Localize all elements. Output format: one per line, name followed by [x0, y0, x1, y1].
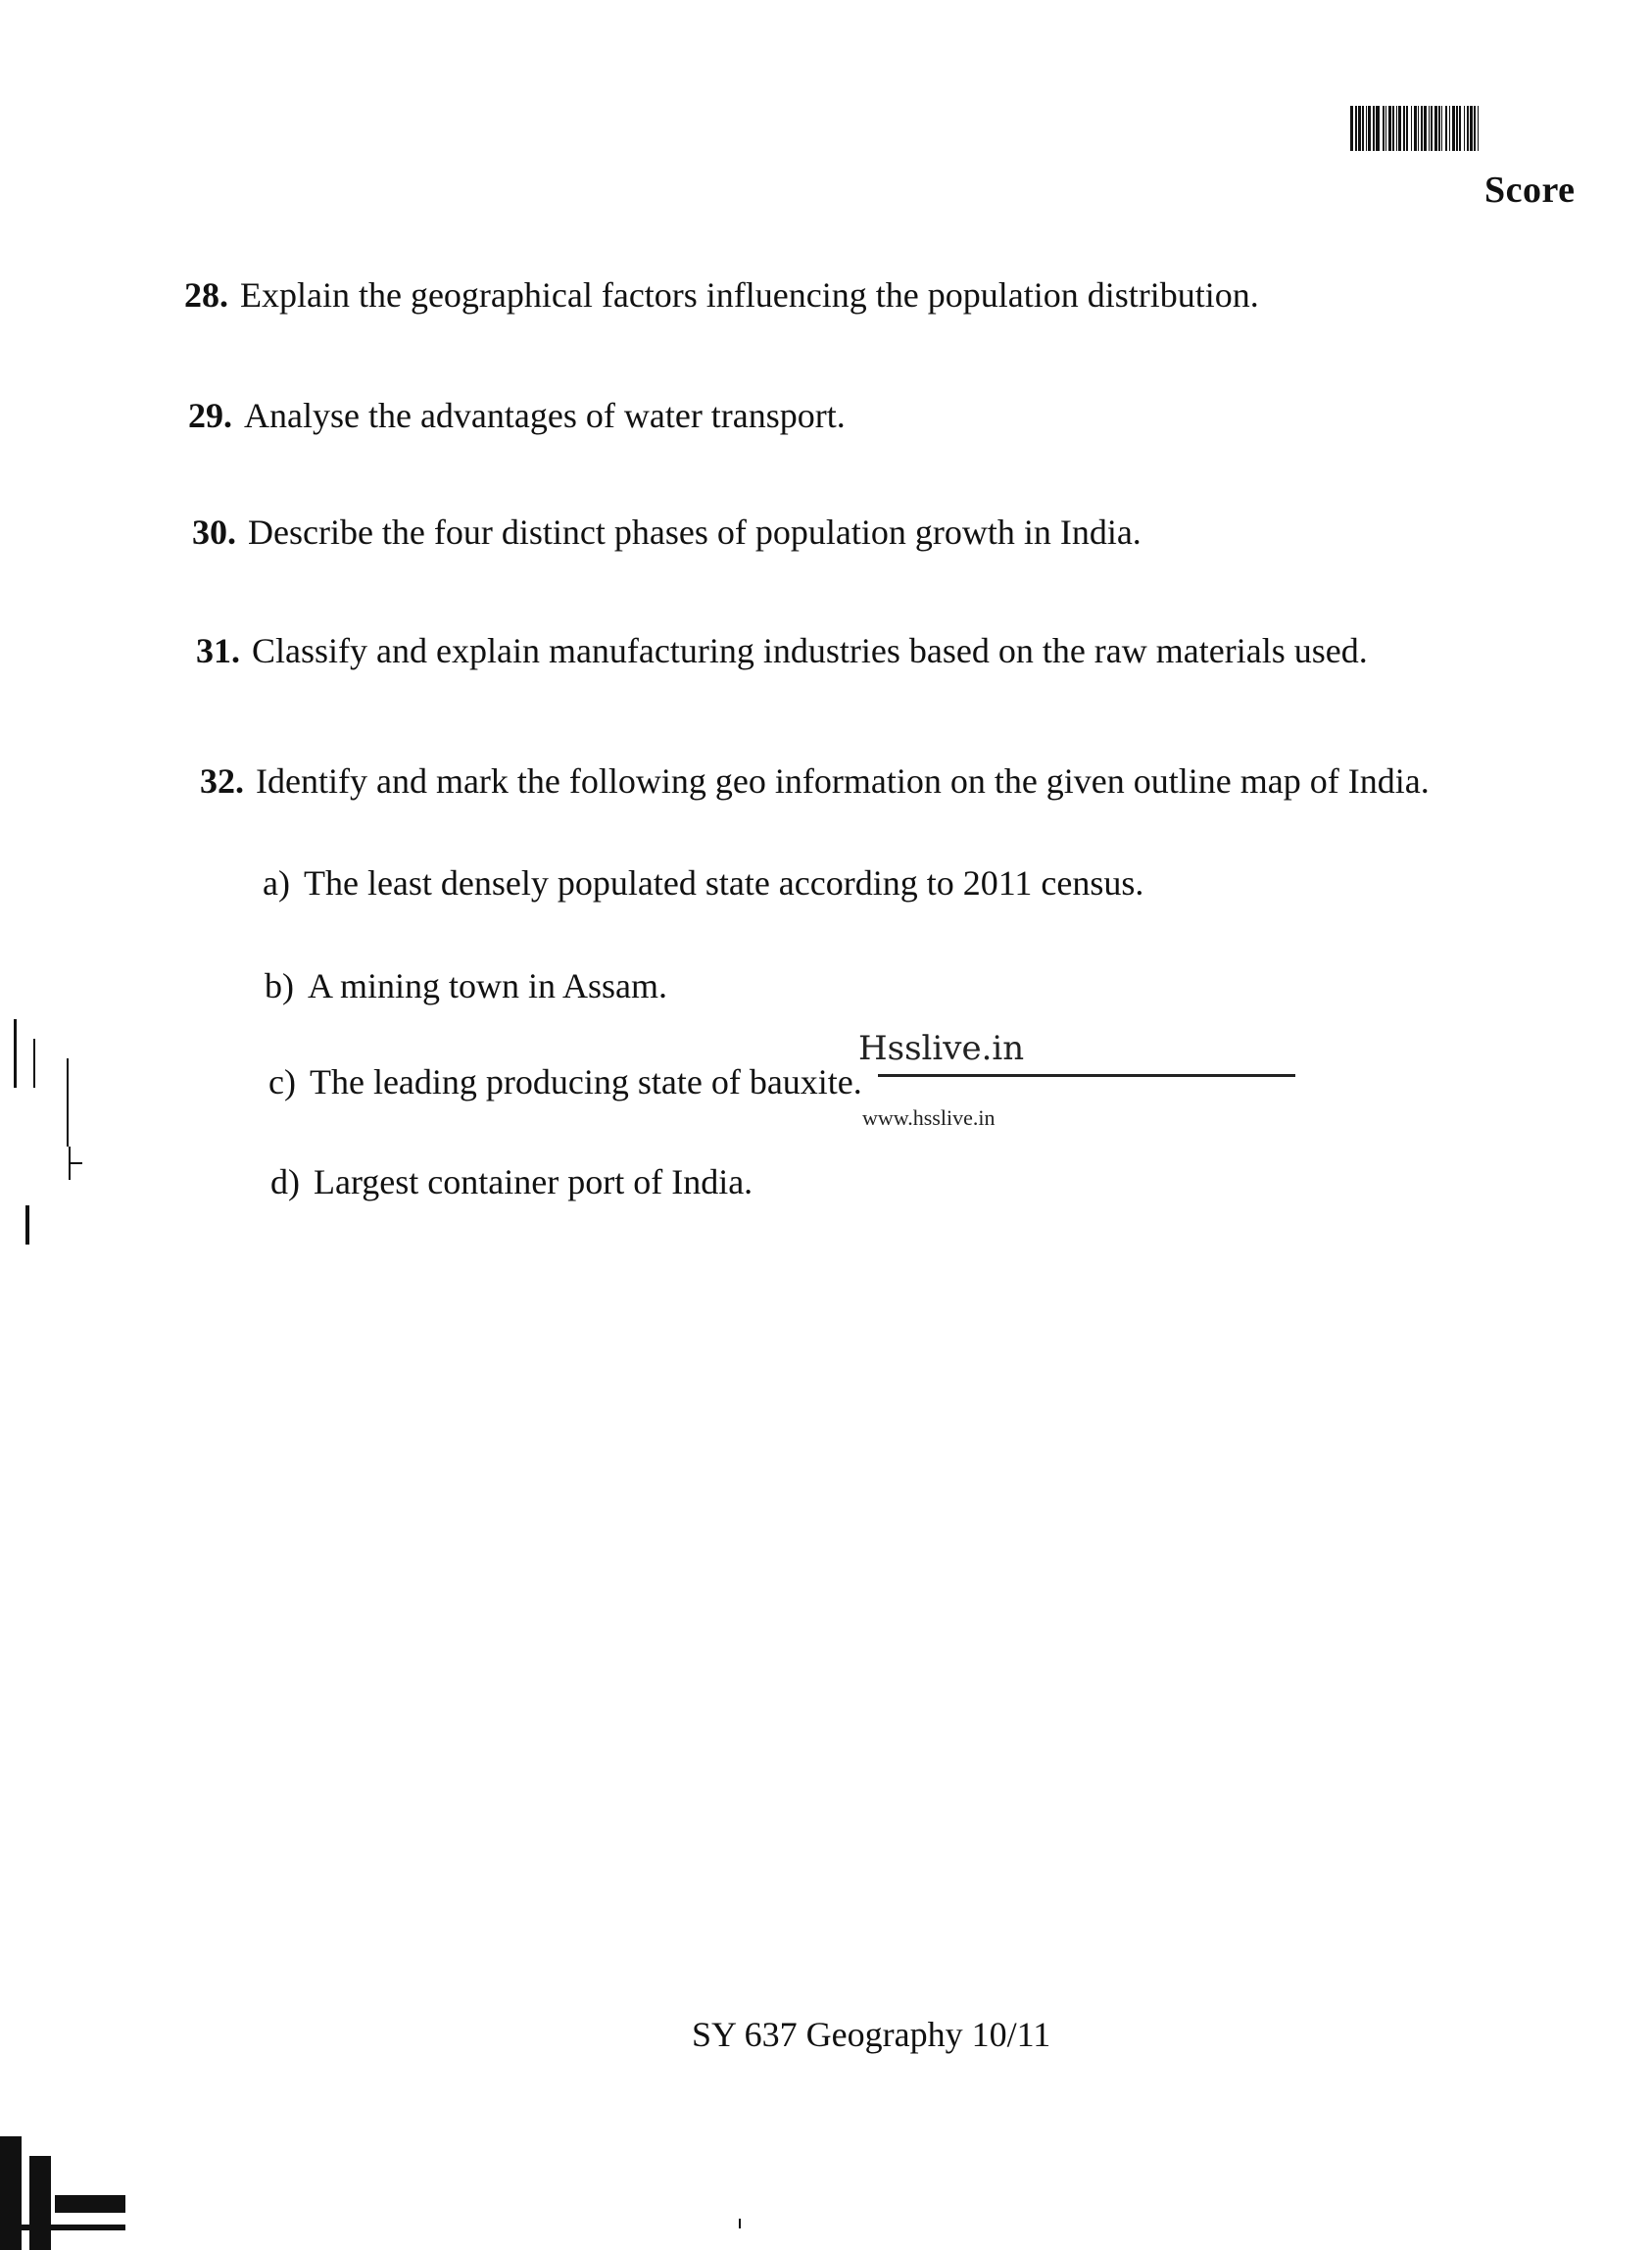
question-31: [196, 630, 1368, 671]
scan-artifact: [29, 2156, 51, 2250]
question-29: [188, 395, 846, 436]
question-text: Classify and explain manufacturing industries based on the raw materials used.: [252, 631, 1368, 670]
footer-code: SY 637 Geography 10/11: [692, 2015, 1051, 2054]
question-text: Identify and mark the following geo information on the given outline map of India.: [256, 761, 1430, 801]
scan-artifact: [0, 2225, 125, 2230]
watermark-url: www.hsslive.in: [862, 1105, 996, 1130]
question-number: 30.: [192, 513, 236, 552]
question-number: 28.: [184, 275, 228, 315]
scan-artifact: [14, 1019, 17, 1088]
scan-artifact: [33, 1039, 35, 1088]
score-label: Score: [1484, 170, 1576, 211]
question-number: 29.: [188, 396, 232, 435]
watermark-site: Hsslive.in: [858, 1029, 1025, 1068]
scan-artifact: [71, 1162, 82, 1164]
scan-artifact: [0, 2136, 22, 2250]
map-item-a: [263, 862, 1143, 904]
question-32: [200, 760, 1430, 802]
scan-artifact: [67, 1058, 69, 1147]
question-number: 32.: [200, 761, 244, 801]
watermark-underline: [878, 1074, 1295, 1077]
map-item-label: c): [268, 1062, 296, 1101]
map-item-d: [270, 1161, 753, 1202]
question-text: Explain the geographical factors influencing the population distribution.: [240, 275, 1259, 315]
scan-artifact: [55, 2195, 125, 2213]
map-item-b: [265, 965, 667, 1006]
barcode-bar: [1479, 106, 1482, 151]
map-item-label: b): [265, 966, 294, 1005]
map-item-label: d): [270, 1162, 300, 1201]
scan-artifact: [25, 1205, 29, 1245]
map-item-c: [268, 1061, 862, 1102]
question-text: Describe the four distinct phases of population growth in India.: [248, 513, 1142, 552]
map-item-text: A mining town in Assam.: [308, 966, 668, 1005]
question-number: 31.: [196, 631, 240, 670]
question-28: [184, 274, 1259, 316]
question-30: [192, 512, 1142, 553]
map-item-text: The leading producing state of bauxite.: [309, 1062, 862, 1101]
scan-artifact: [739, 2219, 741, 2228]
map-item-text: The least densely populated state according to 2011 census.: [303, 863, 1144, 903]
map-item-text: Largest container port of India.: [314, 1162, 753, 1201]
map-item-label: a): [263, 863, 290, 903]
barcode: [1350, 106, 1597, 151]
question-text: Analyse the advantages of water transport.: [244, 396, 846, 435]
